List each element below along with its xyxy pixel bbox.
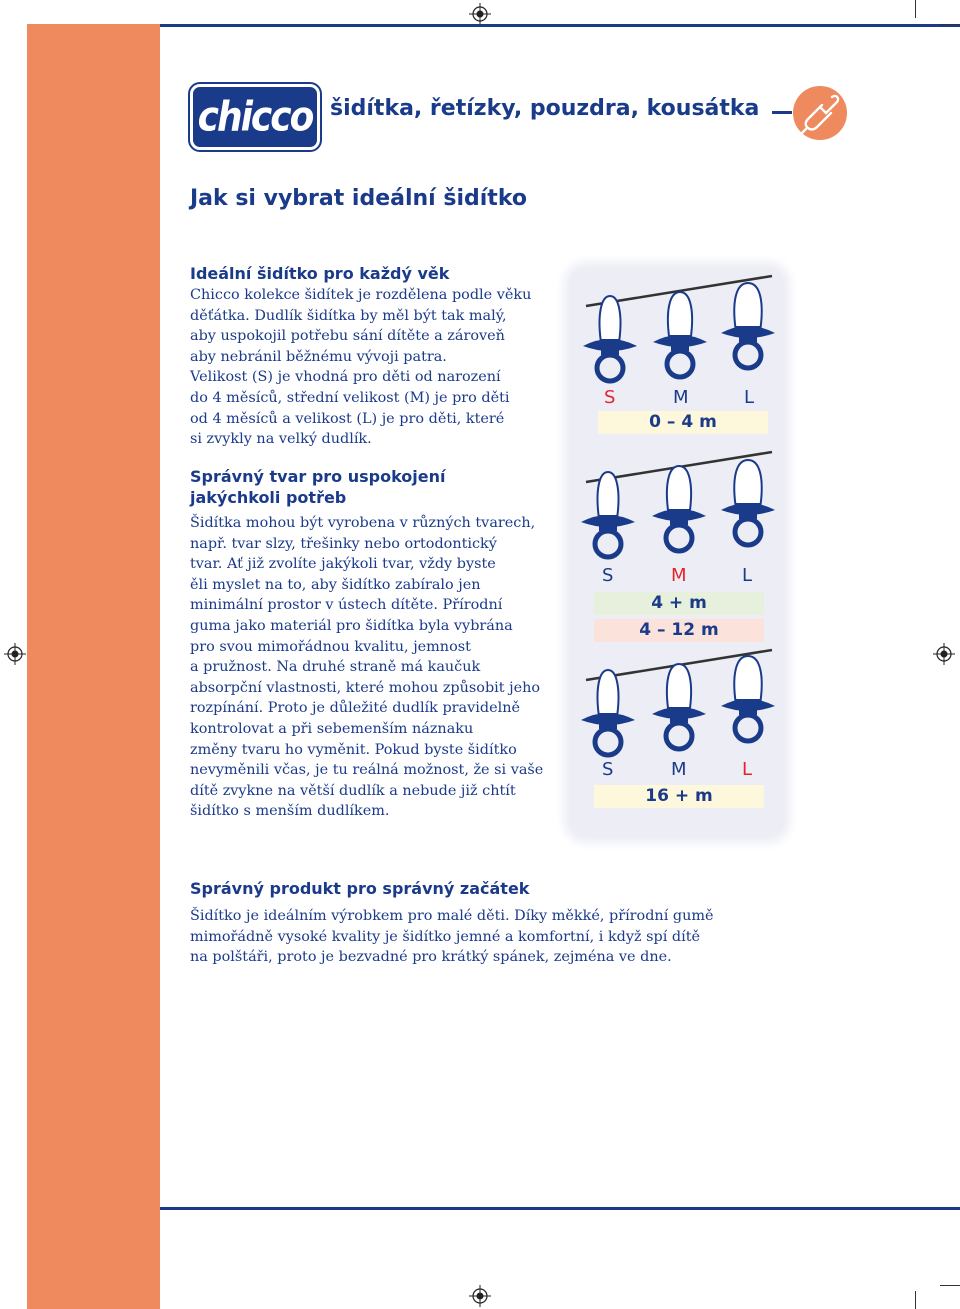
crop-mark bbox=[915, 0, 916, 18]
pacifier-icon bbox=[792, 85, 848, 141]
size-label-m: M bbox=[671, 565, 687, 586]
size-label-s: S bbox=[602, 759, 614, 780]
header-divider bbox=[772, 111, 792, 114]
registration-mark-icon bbox=[469, 3, 491, 25]
side-color-bar bbox=[27, 24, 160, 1309]
age-range-badge: 4 – 12 m bbox=[594, 619, 764, 642]
page-title: Jak si vybrat ideální šidítko bbox=[190, 186, 527, 211]
age-range-badge: 0 – 4 m bbox=[598, 411, 768, 434]
header-title: šidítka, řetízky, pouzdra, kousátka bbox=[330, 96, 760, 121]
section-heading: Správný tvar pro uspokojení jakýchkoli potřeb bbox=[190, 467, 446, 507]
crop-mark bbox=[915, 1291, 916, 1309]
section-text: Šidítko je ideálním výrobkem pro malé děti. Díky měkké, přírodní gumě mimořádně vysoké kvality je šidítko jemné a komfortní, i když spí dítě na polštáři, proto je bezvadné pro krátký spánek, zejména ve dne. bbox=[190, 908, 714, 966]
section-heading: Správný produkt pro správný začátek bbox=[190, 879, 530, 898]
pacifier-l-icon bbox=[721, 283, 775, 368]
size-label-m: M bbox=[671, 759, 687, 780]
size-label-l: L bbox=[742, 565, 753, 586]
pacifier-s-icon bbox=[581, 472, 635, 557]
pacifier-m-icon bbox=[653, 292, 707, 377]
age-range-badge: 4 + m bbox=[594, 592, 764, 615]
section-text: Šidítka mohou být vyrobena v různých tvarech, např. tvar slzy, třešinky nebo ortodontický tvar. Ať již zvolíte jakýkoli tvar, vždy byste ěli myslet na to, aby šidítko zabíralo jen minimální prostor v ústech dítěte. Přírodní guma jako materiál pro šidítka byla vybrána pro svou mimořádnou kvalitu, jemnost a pružnost. Na druhé straně má kaučuk absorpční vlastnosti, které mohou způsobit jeho rozpínání. Proto je důležité dudlík pravidelně kontrolovat a při sebemenším náznaku změny tvaru ho vyměnit. Pokud byste šidítko nevyměnili včas, je tu reálná možnost, že si vaše dítě zvykne na větší dudlík a nebude již chtít šidítko s menším dudlíkem. bbox=[190, 515, 544, 820]
pacifier-l-icon bbox=[721, 460, 775, 545]
registration-mark-icon bbox=[469, 1285, 491, 1307]
pacifier-m-icon bbox=[652, 466, 706, 551]
pacifier-l-icon bbox=[721, 656, 775, 741]
pacifier-size-chart bbox=[572, 270, 782, 835]
size-label-l: L bbox=[744, 387, 755, 408]
crop-mark bbox=[940, 1285, 960, 1286]
registration-mark-icon bbox=[4, 643, 26, 665]
pacifier-illustrations bbox=[572, 270, 782, 835]
pacifier-s-icon bbox=[581, 670, 635, 755]
bottom-rule bbox=[160, 1207, 960, 1210]
section-text: Chicco kolekce šidítek je rozdělena podle věku děťátka. Dudlík šidítka by měl být tak malý, aby uspokojil potřebu sání dítěte a zároveň aby nebránil běžnému vývoji patra. Velikost (S) je vhodná pro děti od narození do 4 měsíců, střední velikost (M) je pro děti od 4 měsíců a velikost (L) je pro děti, které si zvykly na velký dudlík. bbox=[190, 287, 532, 448]
size-label-l: L bbox=[742, 759, 753, 780]
registration-mark-icon bbox=[933, 643, 955, 665]
chicco-logo: chicco bbox=[190, 84, 320, 150]
size-label-s: S bbox=[604, 387, 616, 408]
pacifier-s-icon bbox=[583, 296, 637, 381]
crop-mark bbox=[940, 24, 960, 25]
top-rule bbox=[160, 24, 960, 27]
section-heading: Ideální šidítko pro každý věk bbox=[190, 264, 450, 283]
size-label-s: S bbox=[602, 565, 614, 586]
pacifier-m-icon bbox=[652, 664, 706, 749]
size-label-m: M bbox=[673, 387, 689, 408]
age-range-badge: 16 + m bbox=[594, 785, 764, 808]
